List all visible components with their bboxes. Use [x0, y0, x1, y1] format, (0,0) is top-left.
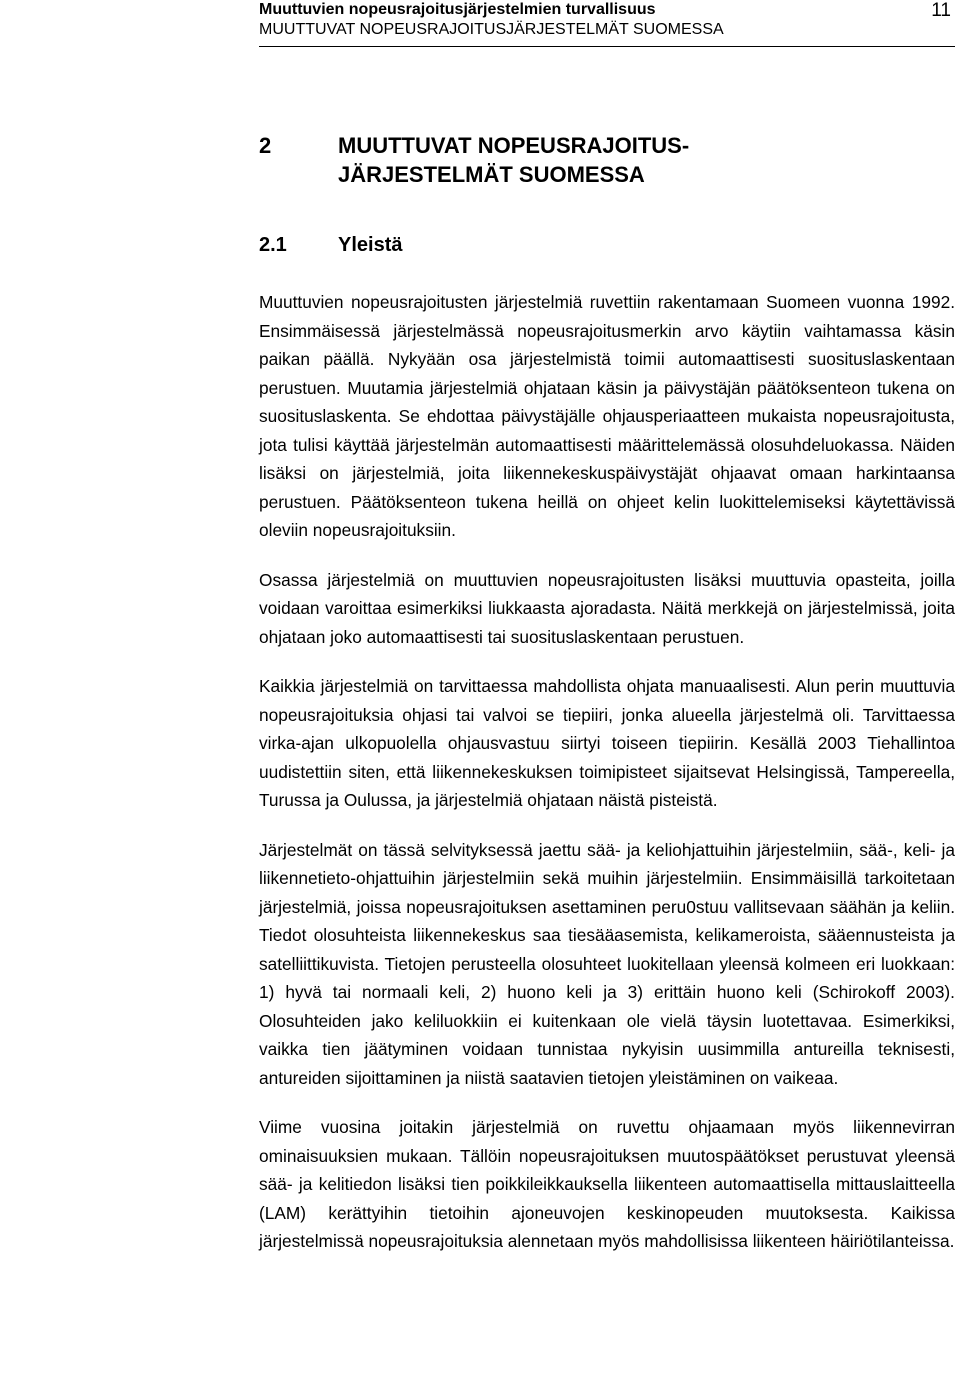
chapter-heading: [259, 131, 939, 189]
chapter-title-text: MUUTTUVAT NOPEUSRAJOITUS- JÄRJESTELMÄT SUOMESSA: [338, 133, 690, 187]
body-text: [259, 288, 955, 1277]
running-header-subtitle: MUUTTUVAT NOPEUSRAJOITUSJÄRJESTELMÄT SUOMESSA: [259, 21, 724, 38]
paragraph: Osassa järjestelmiä on muuttuvien nopeusrajoitusten lisäksi muuttuvia opasteita, joilla voidaan varoittaa esimerkiksi liukkaasta ajoradasta. Näitä merkkejä on järjestelmissä, joita ohjataan joko automaattisesti tai suosituslaskentaan perustuen.: [259, 569, 955, 647]
paragraph: Järjestelmät on tässä selvityksessä jaettu sää- ja keliohjattuihin järjestelmiin, sää-, keli- ja liikennetieto-ohjattuihin järjestelmiin sekä muihin järjestelmiin. Ensimmäisillä tarkoitetaan järjestelmiä, joissa nopeusrajoituksen asettaminen peru0stuu vallitsevaan säähän ja keliin. Tiedot olosuhteista liikennekeskus saa tiesääasemista, kelikameroista, sääennusteista ja satelliittikuvista. Tietojen perusteella olosuhteet luokitellaan yleensä kolmeen eri luokkaan: 1) hyvä tai normaali keli, 2) huono keli ja 3) erittäin huono keli (Schirokoff 2003). Olosuhteiden jako keliluokkiin ei kuitenkaan ole vielä täysin luotettavaa. Esimerkiksi, vaikka tien jäätyminen voidaan tunnistaa nykyisin uusimmilla antureilla teknisesti, antureiden sijoittaminen ja niistä saatavien tietojen yleistäminen on vaikeaa.: [259, 839, 955, 1088]
paragraph: Viime vuosina joitakin järjestelmiä on ruvettu ohjaamaan myös liikennevirran ominaisuuksien mukaan. Tällöin nopeusrajoituksen muutospäätökset perustuvat yleensä sää- ja kelitiedon lisäksi tien poikkileikkauksella liikenteen automaattisella mittauslaitteella (LAM) kerättyihin tietoihin ajoneuvojen keskinopeuden muutoksesta. Kaikissa järjestelmissä nopeusrajoituksia alennetaan myös mahdollisissa liikenteen häiriötilanteissa.: [259, 1117, 955, 1251]
page-number: 11: [931, 0, 951, 21]
section-heading: [259, 231, 939, 259]
chapter-number: 2: [259, 133, 272, 158]
running-header: [259, 0, 955, 47]
paragraph: Muuttuvien nopeusrajoitusten järjestelmiä ruvettiin rakentamaan Suomeen vuonna 1992. Ensimmäisessä järjestelmässä nopeusrajoitusmerkin arvo käytiin vaihtamassa käsin paikan päällä. Nykyään osa järjestelmistä toimii automaattisesti suosituslaskentaan perustuen. Muutamia järjestelmiä ohjataan käsin ja päivystäjän päätöksenteon tukena on suosituslaskenta. Se ehdottaa päivystäjälle ohjausperiaatteen mukaista nopeusrajoitusta, jota tulisi käyttää järjestelmän automaattisesti määrittelemässä olosuhdeluokassa. Näiden lisäksi on järjestelmiä, joita liikennekeskuspäivystäjät ohjaavat omaan harkintaansa perustuen. Päätöksenteon tukena heillä on ohjeet kelin luokittelemiseksi käytettävissä oleviin nopeusrajoituksiin.: [259, 292, 955, 540]
section-title: Yleistä: [338, 234, 403, 256]
section-number: 2.1: [259, 234, 287, 256]
running-header-title: Muuttuvien nopeusrajoitusjärjestelmien turvallisuus: [259, 1, 656, 18]
paragraph: Kaikkia järjestelmiä on tarvittaessa mahdollista ohjata manuaalisesti. Alun perin muuttuvia nopeusrajoituksia ohjasi tai valvoi se tiepiiri, jonka alueella järjestelmä oli. Tarvittaessa virka-ajan ulkopuolella ohjausvastuu siirtyi toiseen tiepiirin. Kesällä 2003 Tiehallintoa uudistettiin siten, että liikennekeskuksen toimipisteet sijaitsevat Helsingissä, Tampereella, Turussa ja Oulussa, ja järjestelmiä ohjataan näistä pisteistä.: [259, 676, 955, 810]
chapter-title: [338, 131, 939, 189]
